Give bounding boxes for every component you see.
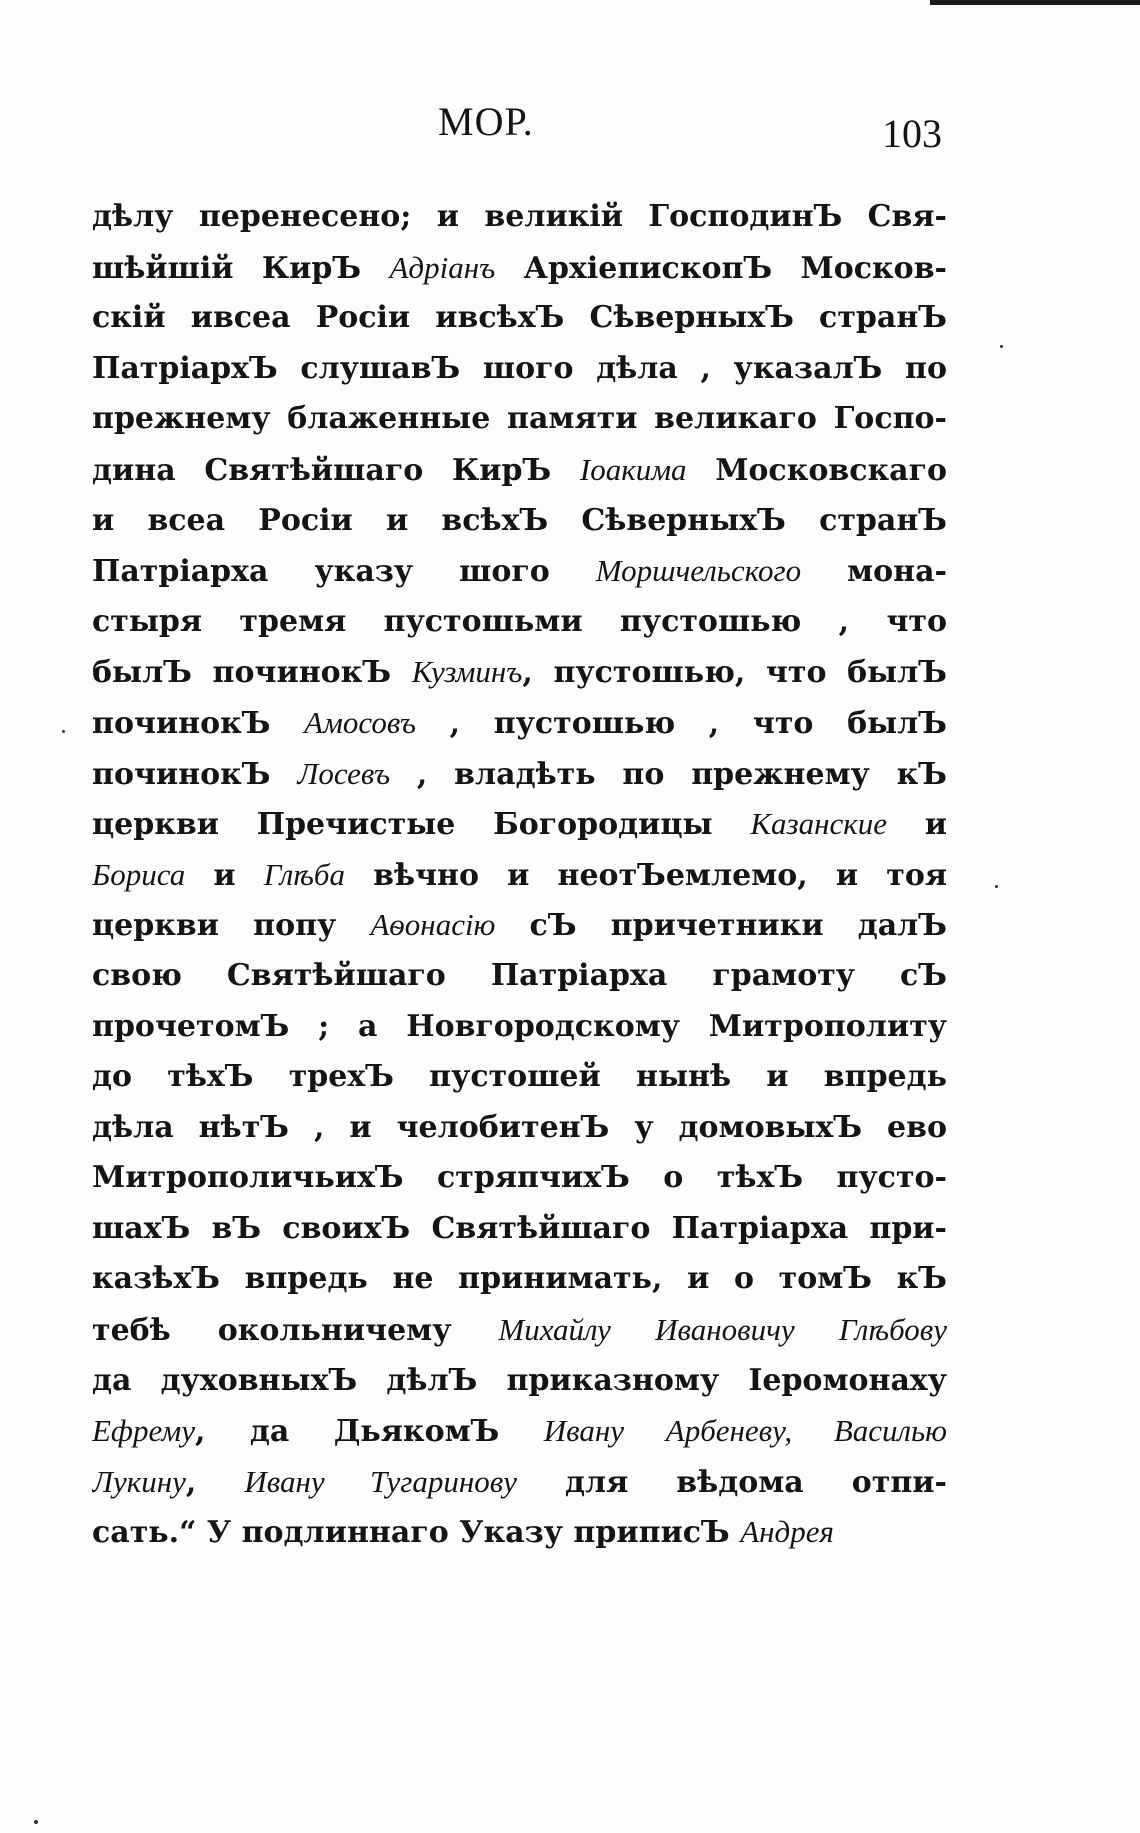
text-line bbox=[92, 951, 947, 1002]
text-segment: , bbox=[185, 1464, 245, 1500]
text-segment: , владѣть по прежнему кЪ bbox=[390, 756, 947, 792]
italic-name-text: Лукину bbox=[92, 1463, 186, 1499]
italic-name-text: Аѳонасію bbox=[370, 907, 496, 943]
edge-speck bbox=[62, 730, 65, 733]
text-segment: , пустошью , что былЪ bbox=[416, 705, 947, 741]
text-line bbox=[92, 1153, 947, 1204]
text-line bbox=[92, 1002, 947, 1053]
text-line bbox=[92, 445, 947, 496]
text-line bbox=[92, 344, 947, 395]
edge-speck bbox=[34, 1820, 38, 1824]
text-segment: шѣйшій КирЪ bbox=[92, 250, 390, 286]
text-segment: мона- bbox=[801, 554, 947, 590]
text-line bbox=[92, 1204, 947, 1255]
text-line bbox=[92, 1052, 947, 1103]
italic-name-text: Амосовъ bbox=[304, 704, 417, 740]
text-line bbox=[92, 394, 947, 445]
page-number: 103 bbox=[882, 111, 942, 156]
text-segment: былЪ починокЪ bbox=[92, 655, 412, 691]
text-line bbox=[92, 1103, 947, 1154]
text-segment: и bbox=[886, 807, 947, 843]
italic-name-text: Глѣба bbox=[263, 856, 346, 892]
italic-name-text: Казанские bbox=[750, 806, 887, 842]
text-segment: дѣлу перенесено; и великій ГосподинЪ Свя- bbox=[92, 199, 947, 234]
edge-speck bbox=[995, 885, 998, 888]
text-segment: ПатріархЪ слушавЪ шого дѣла , указалЪ по bbox=[92, 350, 947, 386]
text-line bbox=[92, 799, 947, 850]
text-segment: шахЪ вЪ своихЪ Святѣйшаго Патріарха при- bbox=[92, 1210, 947, 1246]
text-line bbox=[92, 293, 947, 344]
text-line bbox=[92, 1507, 947, 1558]
text-segment: Московскаго bbox=[686, 452, 947, 488]
italic-name-text: Іоакима bbox=[579, 451, 687, 487]
italic-name-text: Ивану Тугаринову bbox=[244, 1463, 517, 1499]
text-line bbox=[92, 1457, 947, 1508]
italic-name-text: Андрея bbox=[740, 1514, 834, 1550]
text-segment: скій ивсеа Росіи ивсѣхЪ СѣверныхЪ странЪ bbox=[92, 300, 947, 336]
text-segment: , да ДьякомЪ bbox=[194, 1414, 544, 1450]
text-segment: тебѣ окольничему bbox=[92, 1313, 499, 1349]
text-segment: для вѣдома отпи- bbox=[516, 1464, 947, 1500]
text-segment: АрхіепископЪ Москов- bbox=[495, 250, 947, 286]
text-segment: да духовныхЪ дѣлЪ приказному Іеромонаху bbox=[92, 1362, 947, 1398]
text-segment: сЪ причетники далЪ bbox=[495, 908, 947, 944]
text-line bbox=[92, 1254, 947, 1305]
text-line bbox=[92, 1356, 947, 1407]
text-line bbox=[92, 243, 947, 294]
text-line bbox=[92, 850, 947, 901]
text-line bbox=[92, 192, 947, 243]
text-line bbox=[92, 496, 947, 547]
italic-name-text: Адріанъ bbox=[389, 249, 496, 285]
page-corner-mark bbox=[930, 0, 1140, 15]
italic-name-text: Михайлу Ивановичу Глѣбову bbox=[498, 1312, 947, 1348]
text-segment: дина Святѣйшаго КирЪ bbox=[92, 452, 580, 488]
text-line bbox=[92, 900, 947, 951]
text-segment: и всеа Росіи и всѣхЪ СѣверныхЪ странЪ bbox=[92, 502, 947, 538]
running-head: МОР. bbox=[438, 99, 534, 144]
text-line bbox=[92, 546, 947, 597]
text-segment: стыря тремя пустошьми пустошью , что bbox=[92, 603, 947, 639]
italic-name-text: Бориса bbox=[92, 856, 186, 892]
italic-name-text: Моршчельского bbox=[595, 553, 802, 589]
text-segment: свою Святѣйшаго Патріарха грамоту сЪ bbox=[92, 957, 947, 993]
italic-name-text: Ефрему bbox=[92, 1413, 195, 1449]
text-segment: починокЪ bbox=[92, 756, 298, 792]
text-segment: сать.“ У подлиннаго Указу приписЪ bbox=[92, 1515, 741, 1551]
text-segment: прочетомЪ ; а Новгородскому Митрополиту bbox=[92, 1008, 947, 1044]
text-segment: вѣчно и неотЪемлемо, и тоя bbox=[345, 857, 947, 893]
text-segment: и bbox=[185, 857, 264, 893]
body-text bbox=[92, 192, 947, 1558]
text-line bbox=[92, 1305, 947, 1356]
text-segment: дѣла нѣтЪ , и челобитенЪ у домовыхЪ ево bbox=[92, 1109, 947, 1145]
text-segment: прежнему блаженные памяти великаго Госпо- bbox=[92, 401, 947, 437]
text-line bbox=[92, 1406, 947, 1457]
text-segment: до тѣхЪ трехЪ пустошей нынѣ и впредь bbox=[92, 1059, 947, 1095]
text-segment: МитрополичьихЪ стряпчихЪ о тѣхЪ пусто- bbox=[92, 1160, 947, 1196]
edge-speck bbox=[1000, 345, 1003, 348]
italic-name-text: Ивану Арбеневу, Василью bbox=[543, 1413, 947, 1449]
text-line bbox=[92, 749, 947, 800]
text-line bbox=[92, 698, 947, 749]
text-line bbox=[92, 597, 947, 648]
italic-name-text: Лосевъ bbox=[297, 755, 391, 791]
text-segment: починокЪ bbox=[92, 705, 305, 741]
text-segment: Патріарха указу шого bbox=[92, 554, 596, 590]
text-segment: церкви Пречистые Богородицы bbox=[92, 807, 751, 843]
italic-name-text: Кузминъ bbox=[411, 654, 523, 690]
text-line bbox=[92, 647, 947, 698]
text-segment: церкви попу bbox=[92, 908, 371, 944]
text-segment: казѣхЪ впредь не принимать, и о томЪ кЪ bbox=[92, 1261, 947, 1297]
text-segment: , пустошью, что былЪ bbox=[522, 655, 947, 691]
